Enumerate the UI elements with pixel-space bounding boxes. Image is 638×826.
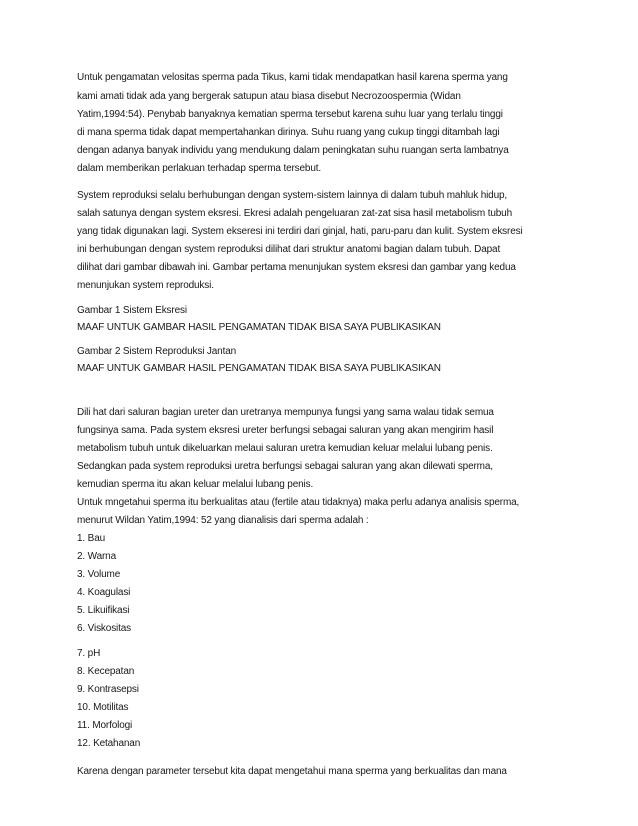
paragraph-line: Untuk pengamatan velositas sperma pada Tikus, kami tidak mendapatkan hasil karena sperma yang (77, 72, 508, 83)
list-item: 1. Bau (77, 533, 106, 544)
paragraph-line: Yatim,1994:54). Penybab banyaknya kematian sperma tersebut karena suhu luar yang terlalu tinggi (77, 109, 503, 120)
paragraph-line: Untuk mngetahui sperma itu berkualitas atau (fertile atau tidaknya) maka perlu adanya analisis sperma, (77, 497, 520, 508)
paragraph-line: yang tidak digunakan lagi. System ekseresi ini terdiri dari ginjal, hati, paru-paru dan kulit. System eksresi (77, 226, 523, 237)
paragraph-line: ini berhubungan dengan system reproduksi dilihat dari struktur anatomi bagian dalam tubuh. Dapat (77, 244, 501, 255)
paragraph-line: dilihat dari gambar dibawah ini. Gambar pertama menunjukan system eksresi dan gambar yang kedua (77, 262, 516, 273)
paragraph-line: menurut Wildan Yatim,1994: 52 yang dianalisis dari sperma adalah : (77, 515, 369, 526)
paragraph-line: dalam memberikan perlakuan terhadap sperma tersebut. (77, 163, 322, 174)
list-item: 3. Volume (77, 569, 121, 580)
list-item: 8. Kecepatan (77, 666, 135, 677)
paragraph-line: kemudian sperma itu akan keluar melalui lubang penis. (77, 479, 314, 490)
paragraph-line: Dili hat dari saluran bagian ureter dan uretranya mempunya fungsi yang sama walau tidak semua (77, 407, 494, 418)
figure-caption: Gambar 1 Sistem Eksresi (77, 305, 187, 316)
paragraph-line: fungsinya sama. Pada system eksresi ureter berfungsi sebagai saluran yang akan mengirim hasil (77, 425, 494, 436)
list-item: 11. Morfologi (77, 720, 133, 731)
list-item: 6. Viskositas (77, 623, 132, 634)
list-item: 9. Kontrasepsi (77, 684, 139, 695)
paragraph-line: menunjukan system reproduksi. (77, 280, 214, 291)
paragraph-line: metabolism tubuh untuk dikeluarkan melaui saluran uretra kemudian keluar melalui lubang penis. (77, 443, 493, 454)
paragraph-line: System reproduksi selalu berhubungan dengan system-sistem lainnya di dalam tubuh mahluk hidup, (77, 190, 508, 201)
figure-notice: MAAF UNTUK GAMBAR HASIL PENGAMATAN TIDAK BISA SAYA PUBLIKASIKAN (77, 322, 441, 333)
list-item: 10. Motilitas (77, 702, 129, 713)
list-item: 5. Likuifikasi (77, 605, 130, 616)
paragraph-line: di mana sperma tidak dapat mempertahankan dirinya. Suhu ruang yang cukup tinggi ditambah lagi (77, 127, 500, 138)
paragraph-line: kami amati tidak ada yang bergerak satupun atau biasa disebut Necrozoospermia (Widan (77, 91, 461, 102)
paragraph-line: Karena dengan parameter tersebut kita dapat mengetahui mana sperma yang berkualitas dan mana (77, 766, 507, 777)
list-item: 2. Warna (77, 551, 117, 562)
paragraph-line: Sedangkan pada system reproduksi uretra berfungsi sebagai saluran yang akan dilewati sperma, (77, 461, 493, 472)
figure-notice: MAAF UNTUK GAMBAR HASIL PENGAMATAN TIDAK BISA SAYA PUBLIKASIKAN (77, 363, 441, 374)
paragraph-line: dengan adanya banyak individu yang mendukung dalam peningkatan suhu ruangan serta lambatnya (77, 145, 509, 156)
list-item: 12. Ketahanan (77, 738, 141, 749)
paragraph-line: salah satunya dengan system eksresi. Ekresi adalah pengeluaran zat-zat sisa hasil metabolism tubuh (77, 208, 512, 219)
list-item: 4. Koagulasi (77, 587, 131, 598)
figure-caption: Gambar 2 Sistem Reproduksi Jantan (77, 346, 237, 357)
list-item: 7. pH (77, 648, 101, 659)
